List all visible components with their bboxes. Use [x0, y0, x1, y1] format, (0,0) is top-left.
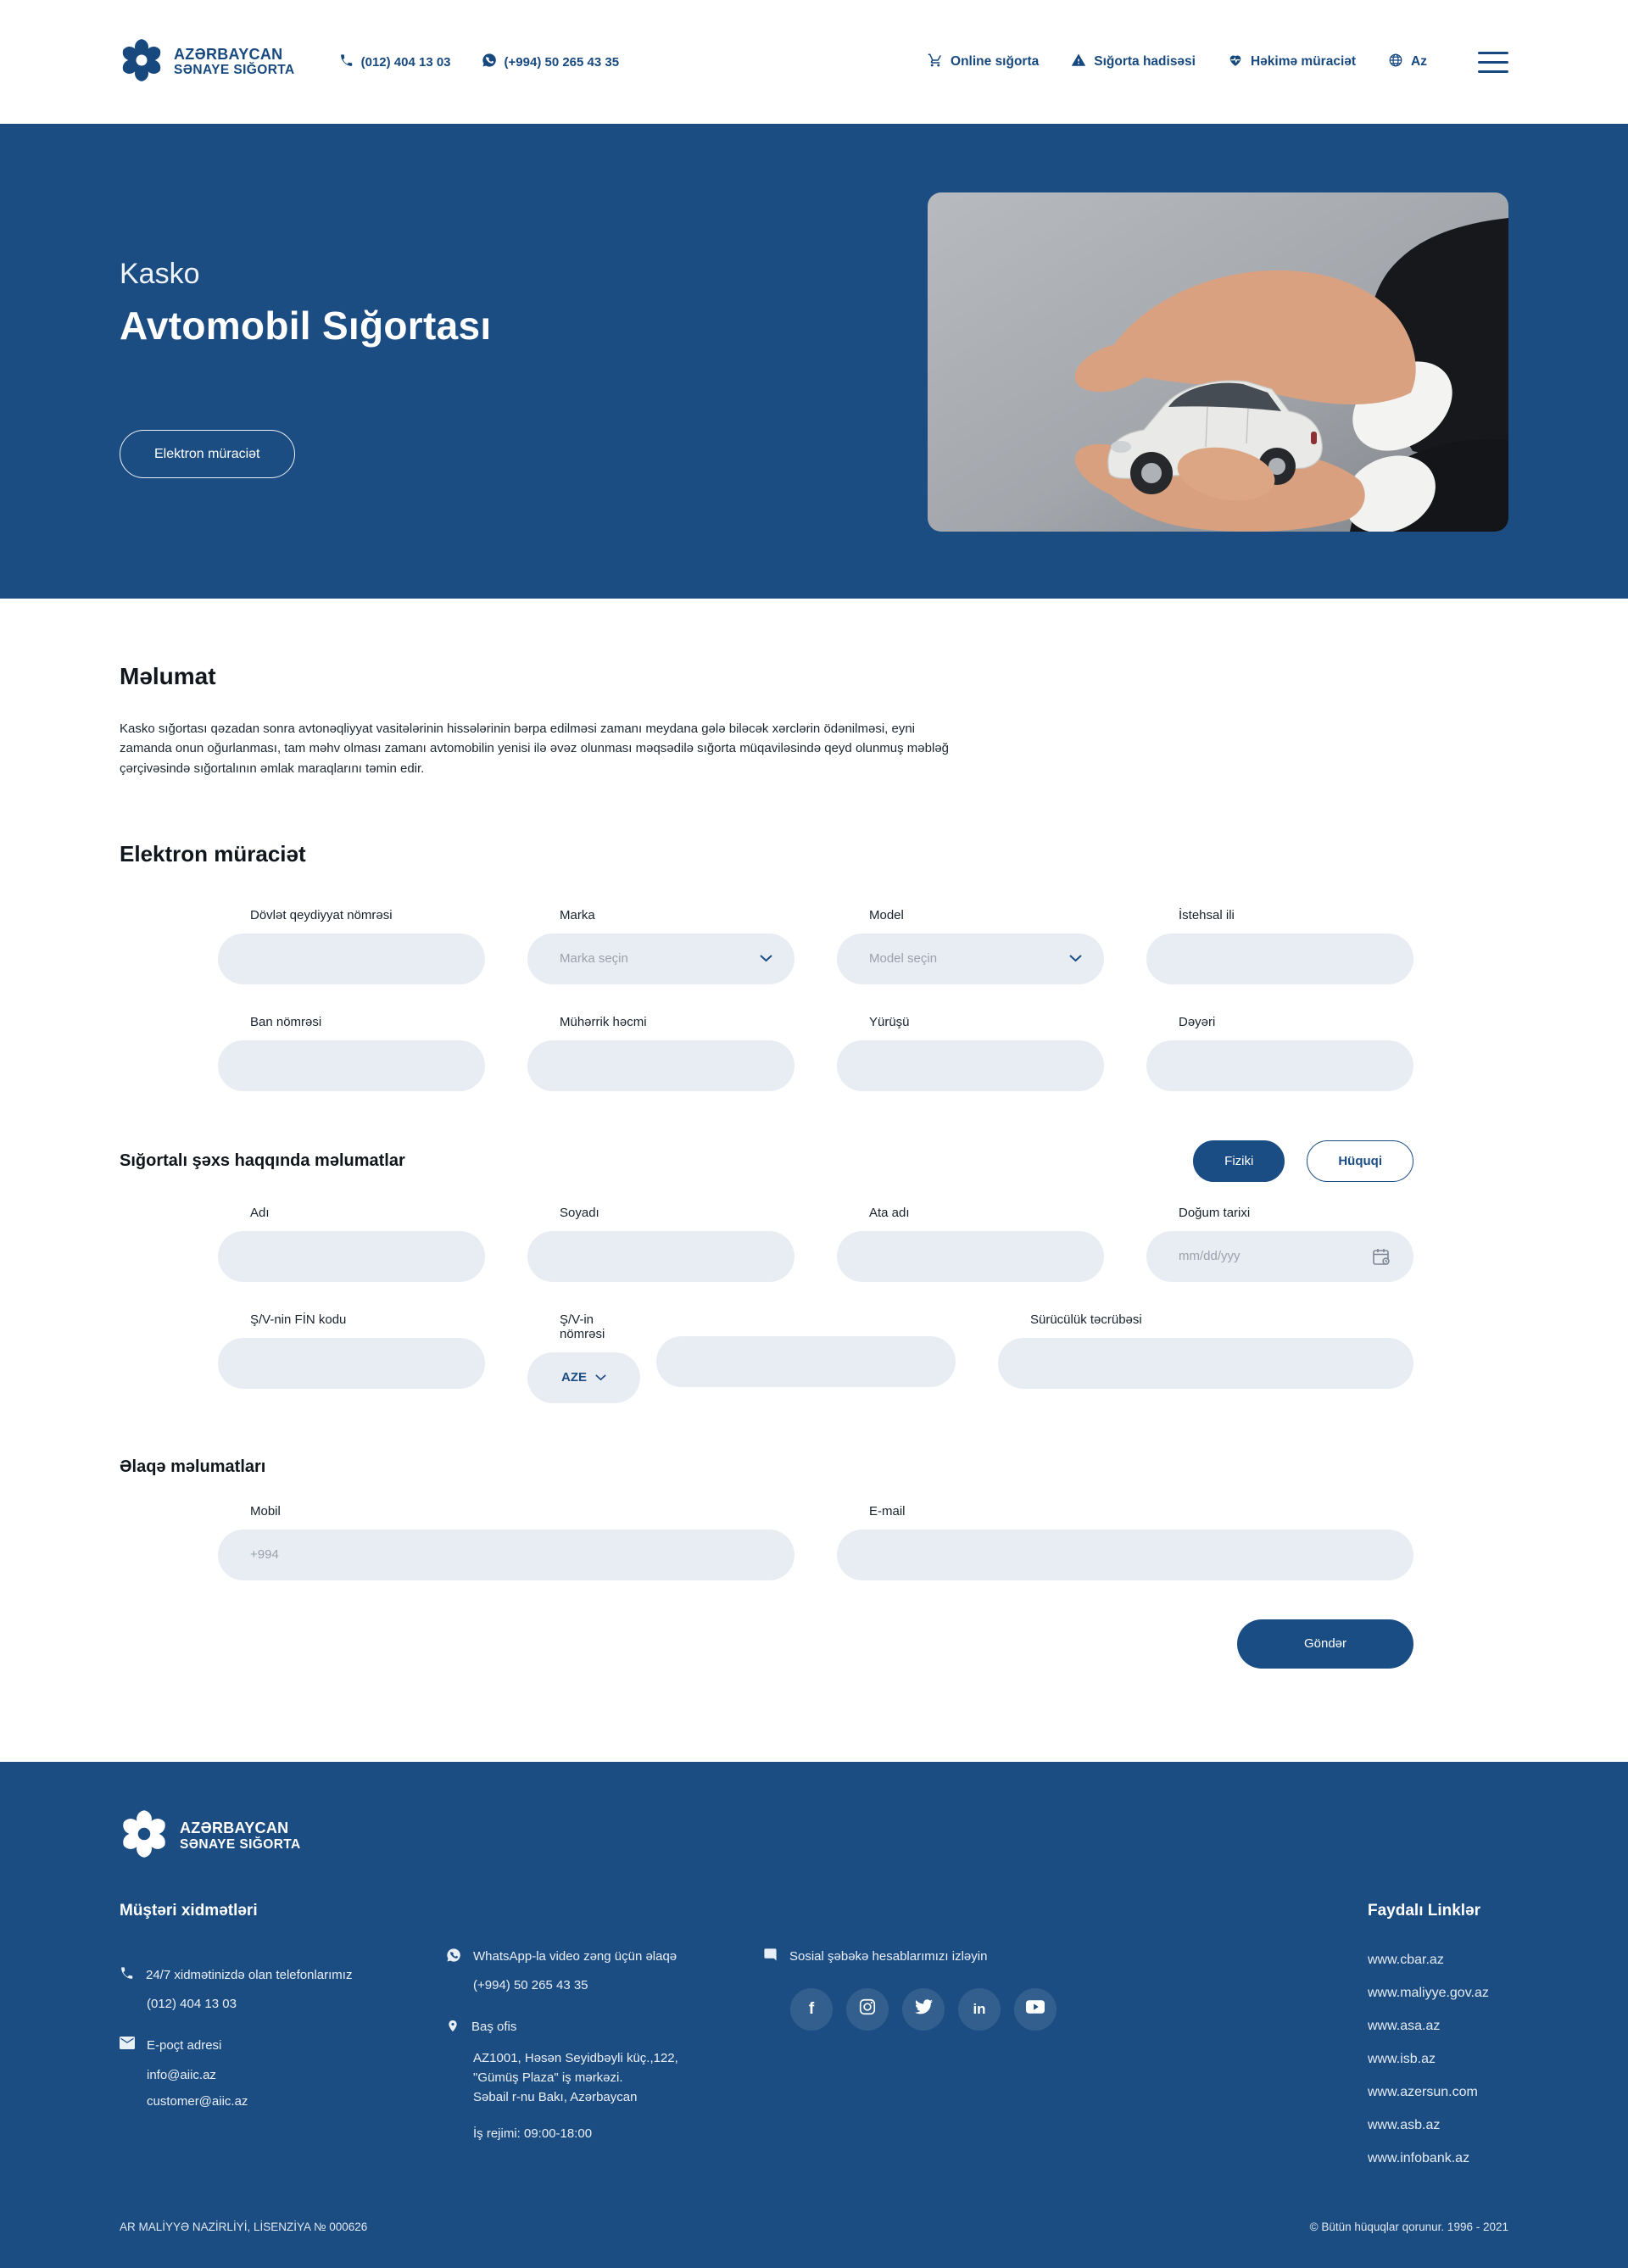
- heart-pulse-icon: [1228, 53, 1243, 72]
- header-phone-link[interactable]: [339, 53, 451, 71]
- person-type-huquqi-button[interactable]: Hüquqi: [1307, 1140, 1413, 1182]
- footer-logo: AZƏRBAYCAN SƏNAYE SIĞORTA: [120, 1809, 1508, 1863]
- footer-email-label: E-poçt adresi: [147, 2038, 222, 2053]
- reg-number-label: Dövlət qeydiyyat nömrəsi: [250, 907, 393, 922]
- footer-link-cbar[interactable]: www.cbar.az: [1368, 1952, 1444, 1967]
- vin-label: Ban nömrəsi: [250, 1014, 322, 1029]
- chat-bubble-icon: [763, 1948, 778, 1967]
- brand-name-line2: SƏNAYE SIĞORTA: [174, 63, 295, 78]
- site-footer: [0, 1762, 1628, 2268]
- page-title: Avtomobil Sığortası: [120, 304, 492, 348]
- value-input[interactable]: [1146, 1040, 1413, 1091]
- person-type-fiziki-button[interactable]: Fiziki: [1193, 1140, 1285, 1182]
- footer-customer-heading: Müştəri xidmətləri: [120, 1901, 258, 1920]
- main-nav: [928, 48, 1508, 76]
- brand[interactable]: [120, 38, 295, 86]
- hamburger-menu-button[interactable]: [1478, 48, 1508, 76]
- hero-subtitle: Kasko: [120, 258, 200, 290]
- hero-image: [928, 192, 1508, 532]
- nav-hekime-muraciet[interactable]: Həkimə müraciət: [1228, 53, 1356, 72]
- linkedin-icon: in: [973, 2001, 986, 2018]
- copyright-text: © Bütün hüquqlar qorunur. 1996 - 2021: [1309, 2220, 1508, 2233]
- instagram-icon: [858, 1998, 877, 2021]
- license-text: AR MALİYYƏ NAZİRLİYİ, LİSENZİYA № 000626: [120, 2220, 368, 2233]
- fin-label: Ş/V-nin FİN kodu: [250, 1312, 347, 1327]
- year-label: İstehsal ili: [1179, 907, 1235, 922]
- header-whatsapp-number: (+994) 50 265 43 35: [504, 54, 620, 70]
- father-name-label: Ata adı: [869, 1205, 910, 1220]
- chevron-down-icon: [1069, 951, 1082, 966]
- experience-label: Sürücülük təcrübəsi: [1030, 1312, 1142, 1327]
- value-label: Dəyəri: [1179, 1014, 1216, 1029]
- mobile-label: Mobil: [250, 1503, 281, 1519]
- footer-address-line1: AZ1001, Həsən Seyidbəyli küç.,122,: [473, 2051, 678, 2066]
- header-whatsapp-link[interactable]: [482, 53, 620, 71]
- social-instagram-button[interactable]: [846, 1988, 889, 2031]
- cart-icon: [928, 53, 943, 72]
- brand-label: Marka: [560, 907, 595, 922]
- footer-link-infobank[interactable]: www.infobank.az: [1368, 2150, 1470, 2165]
- father-name-input[interactable]: [837, 1231, 1104, 1282]
- nav-language-switcher[interactable]: Az: [1388, 53, 1427, 72]
- chevron-down-icon: [595, 1370, 606, 1385]
- id-prefix-select[interactable]: AZE: [527, 1352, 640, 1403]
- about-text: Kasko sığortası qəzadan sonra avtonəqliyyat vasitələrinin hissələrinin bərpa edilməsi zamanı meydana gələ biləcək xərclərin ödənilməsi, eyni zamanda onun oğurlanması, tam məhv olması zamanı avtomobilin yenisi ilə əvəz olunması məqsədilə sığorta müqaviləsində qeyd olunmuş məbləğ çərçivəsində sığortalının əmlak maraqlarını təmin edir.: [120, 722, 950, 776]
- footer-work-hours: İş rejimi: 09:00-18:00: [473, 2126, 593, 2142]
- phone-icon: [120, 1966, 134, 1986]
- year-input[interactable]: [1146, 933, 1413, 984]
- first-name-label: Adı: [250, 1205, 270, 1220]
- whatsapp-icon: [482, 53, 497, 71]
- about-section: [120, 663, 1508, 778]
- vin-input[interactable]: [218, 1040, 485, 1091]
- brand-name-line1: AZƏRBAYCAN: [174, 45, 283, 63]
- mobile-input[interactable]: [218, 1530, 794, 1580]
- main-content: [0, 663, 1628, 1669]
- application-form-section: [120, 841, 1508, 1669]
- footer-whatsapp-label: WhatsApp-la video zəng üçün əlaqə: [473, 1948, 677, 1964]
- phone-icon: [339, 53, 354, 71]
- nav-sigorta-hadisesi[interactable]: Sığorta hadisəsi: [1071, 53, 1196, 72]
- footer-phone-number[interactable]: (012) 404 13 03: [147, 1997, 237, 2012]
- footer-whatsapp-number[interactable]: (+994) 50 265 43 35: [473, 1978, 588, 1993]
- footer-link-azersun[interactable]: www.azersun.com: [1368, 2084, 1478, 2099]
- engine-label: Mühərrik həcmi: [560, 1014, 647, 1029]
- footer-email-2[interactable]: customer@aiic.az: [147, 2093, 248, 2109]
- nav-online-sigorta[interactable]: Online sığorta: [928, 53, 1039, 72]
- whatsapp-icon: [446, 1948, 461, 1967]
- experience-input[interactable]: [998, 1338, 1413, 1389]
- id-number-input[interactable]: [656, 1336, 956, 1387]
- header-phone-number: (012) 404 13 03: [360, 54, 451, 70]
- mileage-input[interactable]: [837, 1040, 1104, 1091]
- contact-section-heading: Əlaqə məlumatları: [120, 1457, 266, 1476]
- footer-email-1[interactable]: info@aiic.az: [147, 2067, 216, 2082]
- calendar-icon[interactable]: [1371, 1246, 1391, 1271]
- globe-icon: [1388, 53, 1403, 72]
- footer-phone-label: 24/7 xidmətinizdə olan telefonlarımız: [146, 1967, 353, 1982]
- chevron-down-icon: [760, 951, 772, 966]
- form-heading: Elektron müraciət: [120, 840, 306, 867]
- last-name-label: Soyadı: [560, 1205, 599, 1220]
- hero-elektron-muraciet-button[interactable]: Elektron müraciət: [120, 430, 295, 478]
- footer-address-line2: "Gümüş Plaza" iş mərkəzi.: [473, 2070, 623, 2086]
- mileage-label: Yürüşü: [869, 1014, 910, 1029]
- site-header: [0, 0, 1628, 124]
- footer-office-label: Baş ofis: [471, 2020, 517, 2035]
- warning-icon: [1071, 53, 1086, 72]
- footer-link-asb[interactable]: www.asb.az: [1368, 2117, 1441, 2132]
- footer-social-label: Sosial şəbəkə hesablarımızı izləyin: [789, 1948, 988, 1964]
- social-twitter-button[interactable]: [902, 1988, 945, 2031]
- fin-input[interactable]: [218, 1338, 485, 1389]
- social-facebook-button[interactable]: [790, 1988, 833, 2031]
- social-youtube-button[interactable]: [1014, 1988, 1057, 2031]
- hero-section: [0, 124, 1628, 599]
- last-name-input[interactable]: [527, 1231, 794, 1282]
- id-number-label: Ş/V-in nömrəsi: [560, 1312, 605, 1341]
- footer-links-heading: Faydalı Linklər: [1368, 1901, 1481, 1920]
- facebook-icon: f: [808, 2000, 815, 2019]
- footer-address-line3: Səbail r-nu Bakı, Azərbaycan: [473, 2090, 638, 2105]
- model-select[interactable]: Model seçin: [837, 933, 1104, 984]
- email-input[interactable]: [837, 1530, 1413, 1580]
- youtube-icon: [1026, 2000, 1045, 2019]
- engine-input[interactable]: [527, 1040, 794, 1091]
- model-label: Model: [869, 907, 904, 922]
- reg-number-input[interactable]: [218, 933, 485, 984]
- footer-link-isb[interactable]: www.isb.az: [1368, 2051, 1436, 2066]
- footer-link-asa[interactable]: www.asa.az: [1368, 2018, 1441, 2033]
- about-heading: Məlumat: [120, 663, 216, 689]
- brand-select[interactable]: Marka seçin: [527, 933, 794, 984]
- email-label: E-mail: [869, 1503, 906, 1519]
- submit-button[interactable]: Göndər: [1237, 1619, 1413, 1669]
- footer-link-maliyye[interactable]: www.maliyye.gov.az: [1368, 1985, 1489, 2000]
- birth-date-label: Doğum tarixi: [1179, 1205, 1251, 1220]
- social-linkedin-button[interactable]: [958, 1988, 1001, 2031]
- twitter-icon: [915, 1999, 933, 2020]
- company-logo-icon: [120, 38, 164, 86]
- map-pin-icon: [446, 2018, 460, 2037]
- company-logo-icon: [120, 1809, 169, 1863]
- first-name-input[interactable]: [218, 1231, 485, 1282]
- person-section-heading: Sığortalı şəxs haqqında məlumatlar: [120, 1151, 405, 1170]
- envelope-icon: [120, 2037, 135, 2056]
